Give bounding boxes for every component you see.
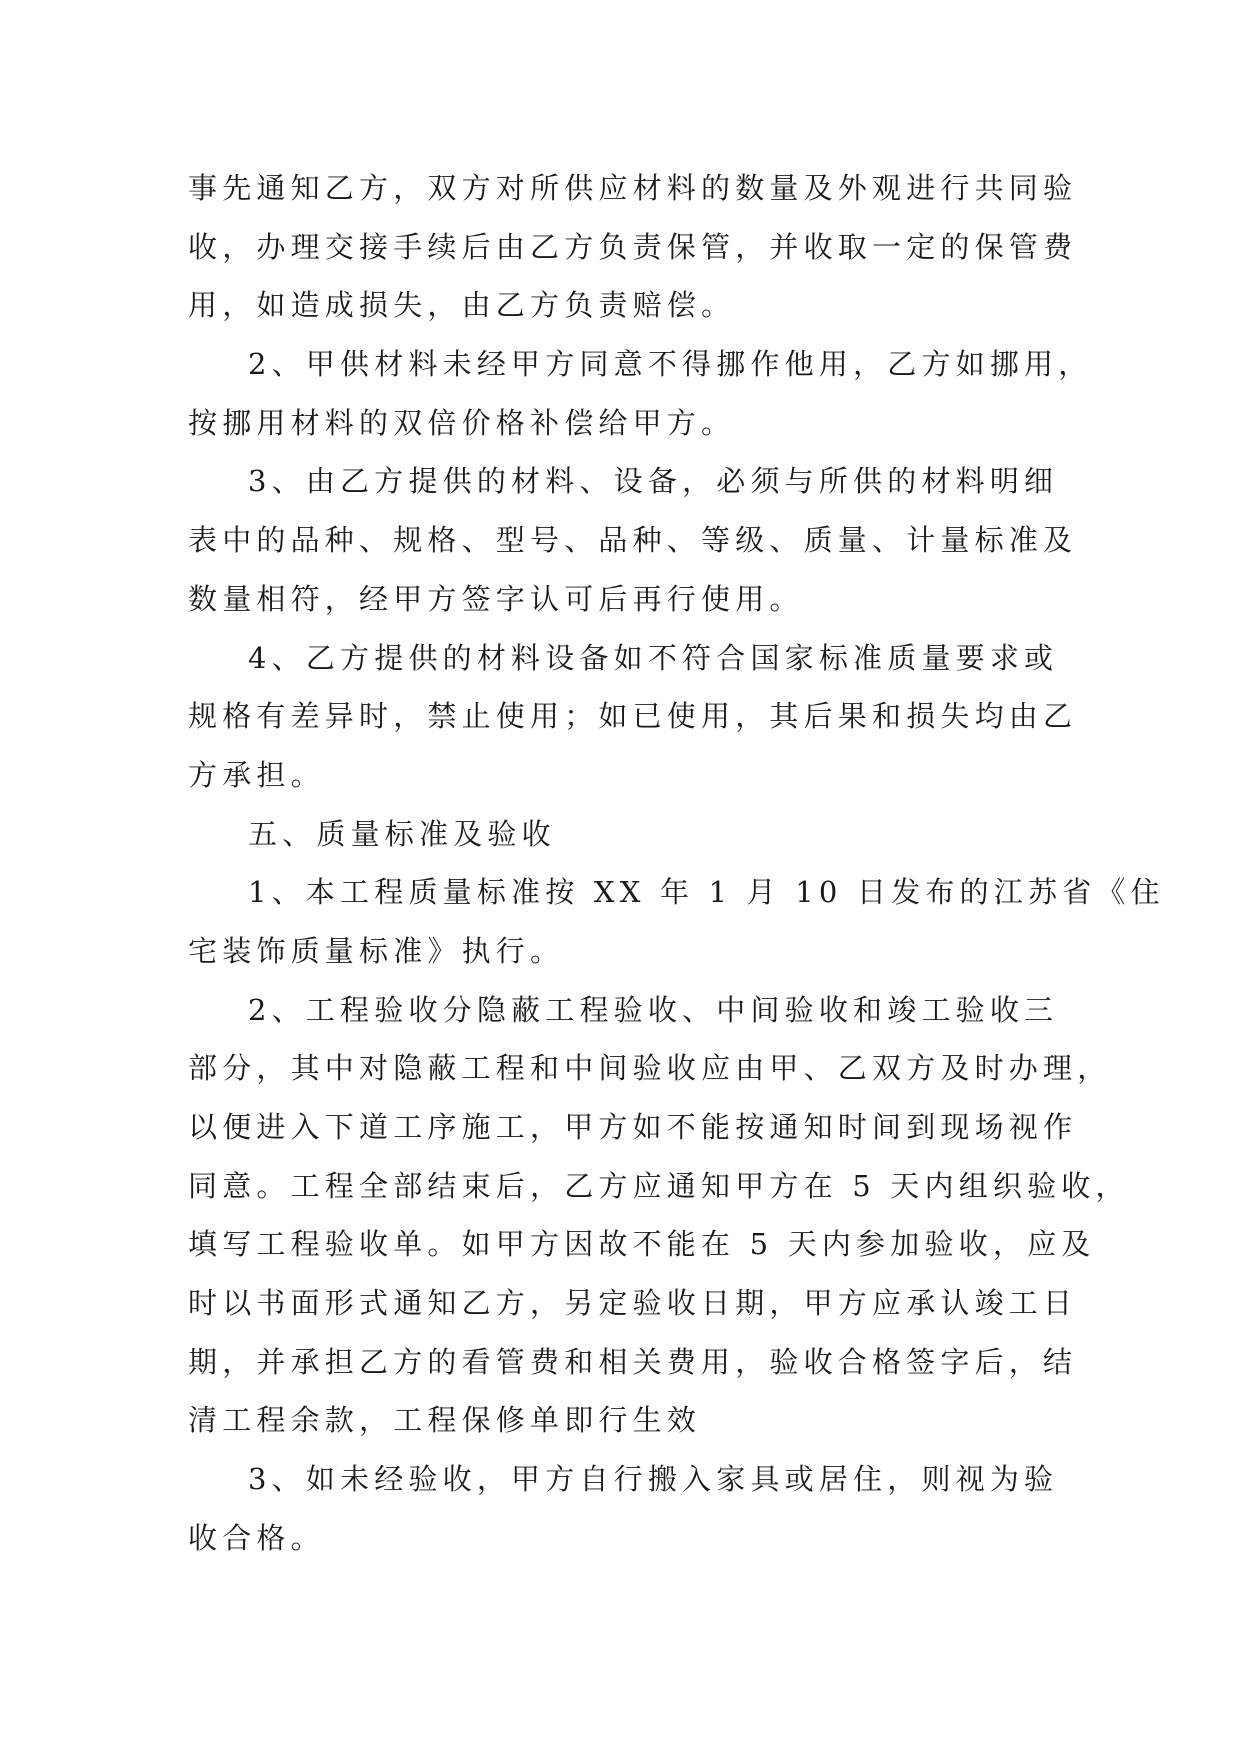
text-line: 同意。工程全部结束后，乙方应通知甲方在 5 天内组织验收， [188,1168,1130,1203]
text-line: 表中的品种、规格、型号、品种、等级、质量、计量标准及 [188,523,1078,558]
text-line: 期，并承担乙方的看管费和相关费用，验收合格签字后，结 [188,1344,1078,1379]
section-heading: 五、质量标准及验收 [248,816,556,851]
text-line: 3、如未经验收，甲方自行搬入家具或居住，则视为验 [248,1462,1059,1497]
text-line: 方承担。 [188,757,325,792]
document-body [188,159,1165,1568]
text-line: 收，办理交接手续后由乙方负责保管，并收取一定的保管费 [188,229,1078,264]
text-line: 清工程余款，工程保修单即行生效 [188,1403,702,1438]
text-line: 1、本工程质量标准按 XX 年 1 月 10 日发布的江苏省《住 [248,875,1165,910]
text-line: 2、甲供材料未经甲方同意不得挪作他用，乙方如挪用， [248,347,1093,382]
text-line: 数量相符，经甲方签字认可后再行使用。 [188,581,804,616]
text-line: 规格有差异时，禁止使用；如已使用，其后果和损失均由乙 [188,699,1078,734]
text-line: 宅装饰质量标准》执行。 [188,933,565,968]
text-line: 收合格。 [188,1520,325,1555]
text-line: 3、由乙方提供的材料、设备，必须与所供的材料明细 [248,464,1059,499]
text-line: 填写工程验收单。如甲方因故不能在 5 天内参加验收，应及 [188,1227,1096,1262]
text-line: 事先通知乙方，双方对所供应材料的数量及外观进行共同验 [188,171,1078,205]
text-line: 用，如造成损失，由乙方负责赔偿。 [188,288,736,323]
text-line: 时以书面形式通知乙方，另定验收日期，甲方应承认竣工日 [188,1286,1078,1321]
text-line: 按挪用材料的双倍价格补偿给甲方。 [188,405,736,440]
text-line: 以便进入下道工序施工，甲方如不能按通知时间到现场视作 [188,1110,1078,1144]
text-line: 2、工程验收分隐蔽工程验收、中间验收和竣工验收三 [248,992,1059,1027]
text-line: 4、乙方提供的材料设备如不符合国家标准质量要求或 [248,640,1059,675]
text-line: 部分，其中对隐蔽工程和中间验收应由甲、乙双方及时办理， [188,1051,1112,1086]
